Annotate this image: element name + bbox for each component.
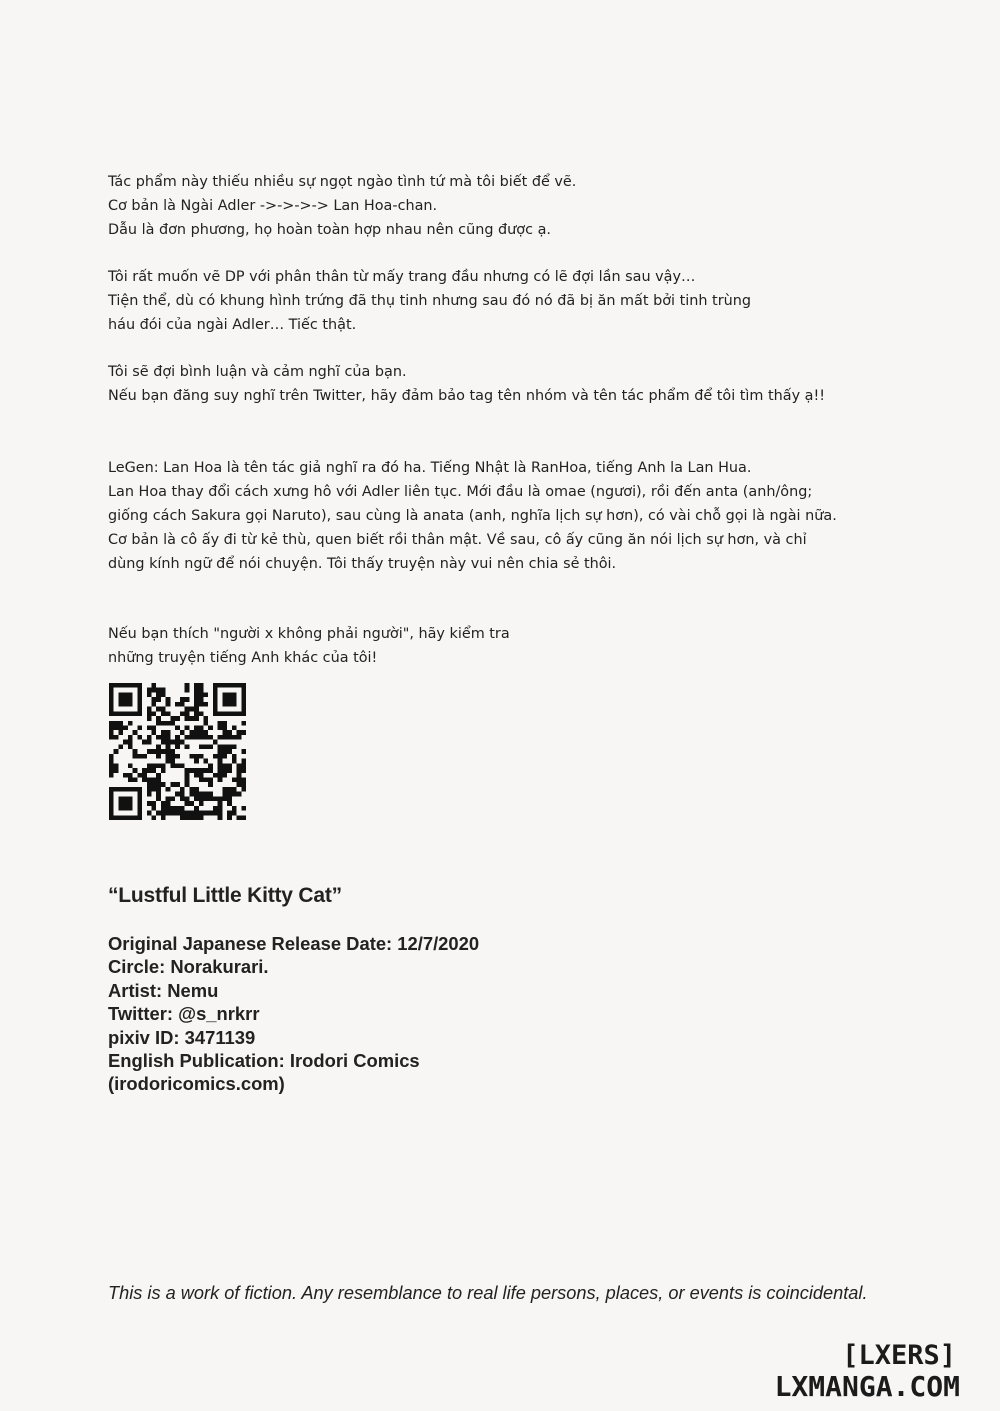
promo-paragraph [108, 622, 510, 670]
credit-line: English Publication: Irodori Comics [108, 1050, 420, 1072]
text-line: Tôi rất muốn vẽ DP với phân thân từ mấy trang đầu nhưng có lẽ đợi lần sau vậy… [108, 269, 696, 285]
credit-line: Twitter: @s_nrkrr [108, 1003, 260, 1025]
text-line: Tác phẩm này thiếu nhiều sự ngọt ngào tình tứ mà tôi biết để vẽ. [108, 174, 577, 190]
qr-modules [109, 683, 246, 820]
credit-line: (irodoricomics.com) [108, 1073, 285, 1095]
text-line: háu đói của ngài Adler… Tiếc thật. [108, 317, 357, 333]
text-line: Tiện thể, dù có khung hình trứng đã thụ tinh nhưng sau đó nó đã bị ăn mất bởi tinh trùng [108, 293, 751, 309]
text-line: Cơ bản là cô ấy đi từ kẻ thù, quen biết rồi thân mật. Về sau, cô ấy cũng ăn nói lịch sự hơn, và chỉ [108, 532, 807, 548]
disclaimer: This is a work of fiction. Any resemblance to real life persons, places, or events is coincidental. [108, 1283, 868, 1303]
text-line: những truyện tiếng Anh khác của tôi! [108, 650, 378, 666]
text-line: Tôi sẽ đợi bình luận và cảm nghĩ của bạn. [108, 364, 407, 380]
credit-line: pixiv ID: 3471139 [108, 1026, 256, 1048]
text-line: Dẫu là đơn phương, họ hoàn toàn hợp nhau nên cũng được ạ. [108, 222, 551, 238]
text-line: Nếu bạn thích "người x không phải người", hãy kiểm tra [108, 626, 510, 642]
text-line: Cơ bản là Ngài Adler ->->->-> Lan Hoa-chan. [108, 198, 438, 214]
text-line: giống cách Sakura gọi Naruto), sau cùng là anata (anh, nghĩa lịch sự hơn), có vài chỗ gọi là ngài nữa. [108, 508, 837, 524]
watermark-top: [LXERS] [842, 1340, 956, 1371]
qr-code[interactable] [109, 683, 246, 820]
intro-paragraph [108, 170, 576, 242]
credit-line: Artist: Nemu [108, 979, 219, 1001]
text-line: LeGen: Lan Hoa là tên tác giả nghĩ ra đó ha. Tiếng Nhật là RanHoa, tiếng Anh la Lan Hua. [108, 460, 752, 476]
credits [108, 932, 479, 1096]
credit-line: Original Japanese Release Date: 12/7/2020 [108, 933, 480, 954]
translator-note [108, 456, 837, 576]
dp-paragraph [108, 265, 751, 337]
text-line: dùng kính ngữ để nói chuyện. Tôi thấy truyện này vui nên chia sẻ thôi. [108, 556, 617, 572]
credit-line: Circle: Norakurari. [108, 956, 269, 978]
comment-paragraph [108, 360, 825, 408]
watermark-bottom: LXMANGA.COM [774, 1370, 960, 1403]
book-title: “Lustful Little Kitty Cat” [108, 884, 342, 907]
text-line: Nếu bạn đăng suy nghĩ trên Twitter, hãy đảm bảo tag tên nhóm và tên tác phẩm để tôi tìm thấy ạ!! [108, 388, 826, 404]
text-line: Lan Hoa thay đổi cách xưng hô với Adler liên tục. Mới đầu là omae (ngươi), rồi đến anta (anh/ông; [108, 484, 813, 500]
